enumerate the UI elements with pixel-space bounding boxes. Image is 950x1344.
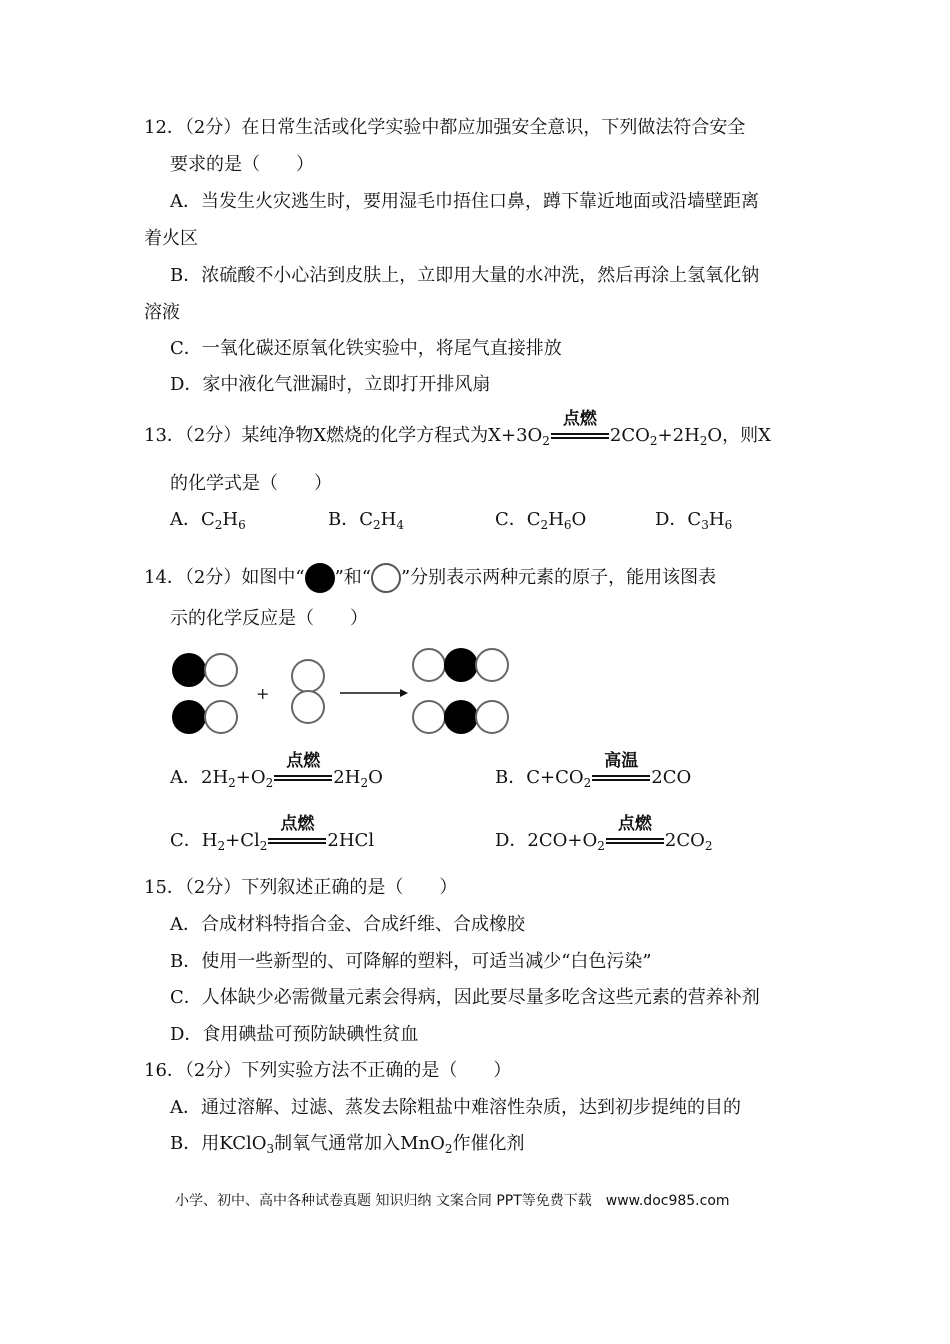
q12-option-a-line1: A．当发生火灾逃生时，要用湿毛巾捂住口鼻，蹲下靠近地面或沿墙壁距离 (170, 191, 759, 212)
q14-stem-line2: 示的化学反应是（ ） (170, 608, 368, 629)
option-label: C．H (170, 830, 218, 851)
subscript: 3 (701, 518, 709, 532)
option-label: H (708, 509, 725, 530)
option-label: C．C (495, 509, 541, 530)
white-atom-icon (412, 648, 446, 682)
q13-option-b (328, 508, 404, 532)
white-atom-icon (291, 659, 325, 693)
option-label: D．2CO+O (495, 830, 598, 851)
reaction-arrow-icon (340, 686, 408, 700)
option-label: 2H (333, 767, 361, 788)
q15-stem: 15．（2分）下列叙述正确的是（ ） (144, 877, 458, 898)
option-label: B．C+CO (495, 767, 584, 788)
q14-stem-line1 (144, 563, 716, 593)
subscript: 2 (360, 776, 369, 790)
subscript: 2 (259, 839, 268, 853)
option-label: H (548, 509, 564, 530)
option-label: H (222, 509, 239, 530)
black-atom-icon (305, 563, 335, 593)
q15-option-d: D．食用碘盐可预防缺碘性贫血 (170, 1024, 419, 1045)
q13-stem-suffix: O，则X (707, 425, 771, 446)
white-atom-icon (204, 700, 238, 734)
subscript: 2 (597, 839, 605, 853)
option-label: 制氧气通常加入MnO (274, 1133, 445, 1154)
q15-option-a: A．合成材料特指合金、合成纤维、合成橡胶 (170, 914, 525, 935)
subscript: 2 (265, 776, 274, 790)
reaction-condition: 点燃 (617, 814, 652, 834)
q14-option-c (170, 814, 375, 853)
footer-text: 小学、初中、高中各种试卷真题 知识归纳 文案合同 PPT等免费下载 www.doc985.com (175, 1193, 730, 1209)
reaction-condition: 点燃 (286, 751, 321, 771)
white-atom-icon (204, 653, 238, 687)
q15-option-b: B．使用一些新型的、可降解的塑料，可适当减少“白色污染” (170, 951, 652, 972)
q12-stem-line1: 12．（2分）在日常生活或化学实验中都应加强安全意识，下列做法符合安全 (144, 117, 746, 138)
q14-option-a (170, 751, 383, 790)
option-label: O (571, 509, 587, 530)
reaction-arrow (268, 814, 326, 848)
option-label: A．2H (170, 767, 229, 788)
option-label: 2CO (651, 767, 692, 788)
option-label: +Cl (225, 830, 260, 851)
reaction-arrow (274, 751, 332, 785)
option-label: A．C (170, 509, 215, 530)
q14-stem-part: ”分别表示两种元素的原子，能用该图表 (400, 567, 717, 588)
q16-option-b (170, 1132, 525, 1156)
q13-stem-line2: 的化学式是（ ） (170, 473, 332, 494)
q15-option-c: C．人体缺少必需微量元素会得病，因此要尽量多吃含这些元素的营养补剂 (170, 987, 760, 1008)
option-label: O (368, 767, 383, 788)
subscript: 2 (699, 434, 708, 448)
reaction-condition: 点燃 (280, 814, 315, 834)
q13-option-a (170, 508, 246, 532)
option-label: H (380, 509, 397, 530)
q12-option-d: D．家中液化气泄漏时，立即打开排风扇 (170, 374, 491, 395)
subscript: 6 (238, 518, 246, 532)
white-atom-icon (412, 700, 446, 734)
q14-option-d (495, 814, 713, 853)
reaction-diagram (170, 650, 520, 740)
q14-stem-part: ”和“ (334, 567, 371, 588)
subscript: 2 (444, 1142, 453, 1156)
q16-option-a: A．通过溶解、过滤、蒸发去除粗盐中难溶性杂质，达到初步提纯的目的 (170, 1097, 741, 1118)
reaction-condition: 高温 (604, 751, 639, 771)
subscript: 2 (649, 434, 658, 448)
q14-option-b (495, 751, 692, 790)
q13-option-d (655, 508, 732, 532)
subscript: 2 (704, 839, 713, 853)
q13-option-c (495, 508, 586, 532)
black-atom-icon (444, 700, 478, 734)
subscript: 6 (724, 518, 733, 532)
q12-stem-line2: 要求的是（ ） (170, 154, 314, 175)
black-atom-icon (172, 700, 206, 734)
option-label: 作催化剂 (452, 1133, 525, 1154)
reaction-arrow (606, 814, 664, 848)
subscript: 3 (266, 1142, 275, 1156)
q16-stem: 16．（2分）下列实验方法不正确的是（ ） (144, 1060, 512, 1081)
subscript: 2 (228, 776, 236, 790)
reaction-arrow (592, 751, 650, 785)
option-label: 2HCl (327, 830, 375, 851)
subscript: 2 (214, 518, 223, 532)
reaction-condition: 点燃 (562, 409, 597, 429)
subscript: 6 (563, 518, 572, 532)
subscript: 2 (540, 518, 549, 532)
q13-product-co2: 2CO (609, 425, 650, 446)
white-atom-icon (475, 700, 509, 734)
subscript: 2 (542, 434, 550, 448)
option-label: D．C (655, 509, 702, 530)
option-label: B．C (328, 509, 373, 530)
q12-option-b-line1: B．浓硫酸不小心沾到皮肤上，立即用大量的水冲洗，然后再涂上氢氧化钠 (170, 265, 760, 286)
subscript: 2 (217, 839, 226, 853)
q12-option-a-line2: 着火区 (144, 228, 198, 249)
q13-product-h2o: +2H (657, 425, 700, 446)
black-atom-icon (444, 648, 478, 682)
option-label: 2CO (664, 830, 705, 851)
black-atom-icon (172, 653, 206, 687)
subscript: 2 (583, 776, 592, 790)
option-label: B．用KClO (170, 1133, 267, 1154)
white-atom-icon (371, 563, 401, 593)
q13-stem-prefix: 13．（2分）某纯净物X燃烧的化学方程式为X+3O (144, 425, 543, 446)
q12-option-c: C．一氧化碳还原氧化铁实验中，将尾气直接排放 (170, 338, 562, 359)
q13-stem-line1 (144, 409, 771, 448)
option-label: +O (235, 767, 266, 788)
q12-option-b-line2: 溶液 (144, 302, 180, 323)
white-atom-icon (475, 648, 509, 682)
white-atom-icon (291, 690, 325, 724)
plus-sign: + (256, 684, 270, 703)
reaction-arrow (551, 409, 609, 443)
subscript: 2 (373, 518, 381, 532)
subscript: 4 (396, 518, 404, 532)
q14-stem-part: 14．（2分）如图中“ (144, 567, 305, 588)
